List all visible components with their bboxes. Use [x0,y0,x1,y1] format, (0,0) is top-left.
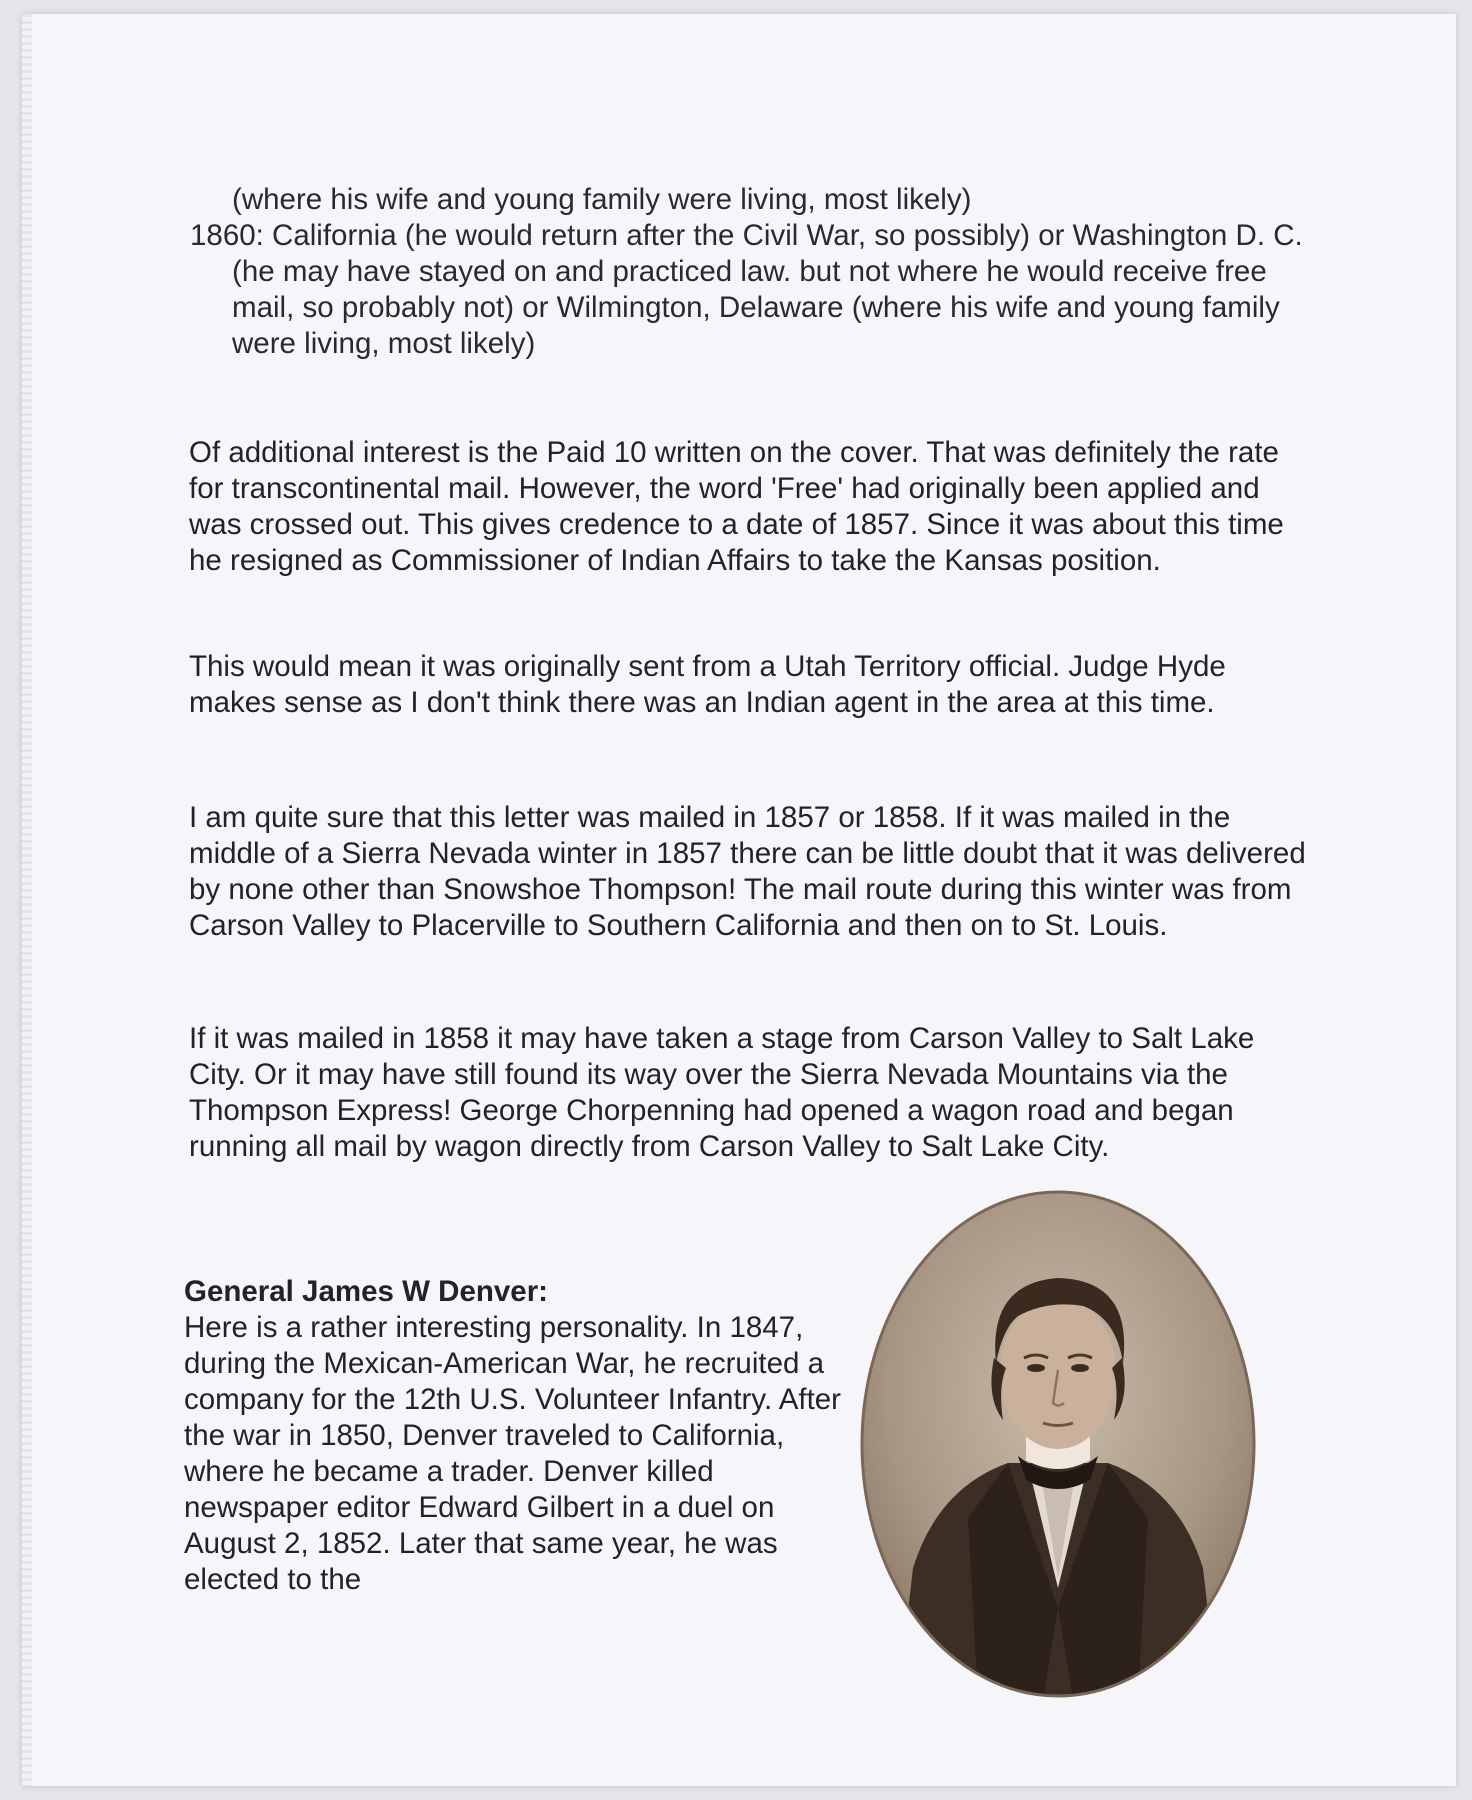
document-page [22,14,1456,1786]
denver-bio [184,1274,844,1598]
paragraph-1858-route: If it was mailed in 1858 it may have taken a stage from Carson Valley to Salt Lake City. Or it may have still found its way over the Sierra Nevada Mountains via the Thompson Express! George Chorpenning had opened a wagon road and began running all mail by wagon directly from Carson Valley to Salt Lake City. [189,1022,1255,1163]
denver-portrait-photo [858,1188,1258,1700]
bio-heading: General James W Denver: [184,1275,548,1308]
paragraph-snowshoe-thompson: I am quite sure that this letter was mailed in 1857 or 1858. If it was mailed in the middle of a Sierra Nevada winter in 1857 there can be little doubt that it was delivered by none other than Snowshoe Thompson! The mail route during this winter was from Carson Valley to Placerville to Southern California and then on to St. Louis. [189,801,1306,942]
address-notes [190,182,1330,362]
bio-text: Here is a rather interesting personality. In 1847, during the Mexican-American War, he recruited a company for the 12th U.S. Volunteer Infantry. After the war in 1850, Denver traveled to California, where he became a trader. Denver killed newspaper editor Edward Gilbert in a duel on August 2, 1852. Later that same year, he was elected to the [184,1311,842,1596]
paragraph-paid-10: Of additional interest is the Paid 10 written on the cover. That was definitely the rate for transcontinental mail. However, the word 'Free' had originally been applied and was crossed out. This gives credence to a date of 1857. Since it was about this time he resigned as Commissioner of Indian Affairs to take the Kansas position. [189,436,1284,577]
entry-1860: 1860: California (he would return after the Civil War, so possibly) or Washington D. C. (he may have stayed on and practiced law. but not where he would receive free mail, so probably not) or Wilmington, Delaware (where his wife and young family were living, most likely) [190,219,1303,360]
paragraph-utah-official: This would mean it was originally sent from a Utah Territory official. Judge Hyde makes sense as I don't think there was an Indian agent in the area at this time. [189,650,1226,719]
intro-line: (where his wife and young family were living, most likely) [232,183,972,216]
